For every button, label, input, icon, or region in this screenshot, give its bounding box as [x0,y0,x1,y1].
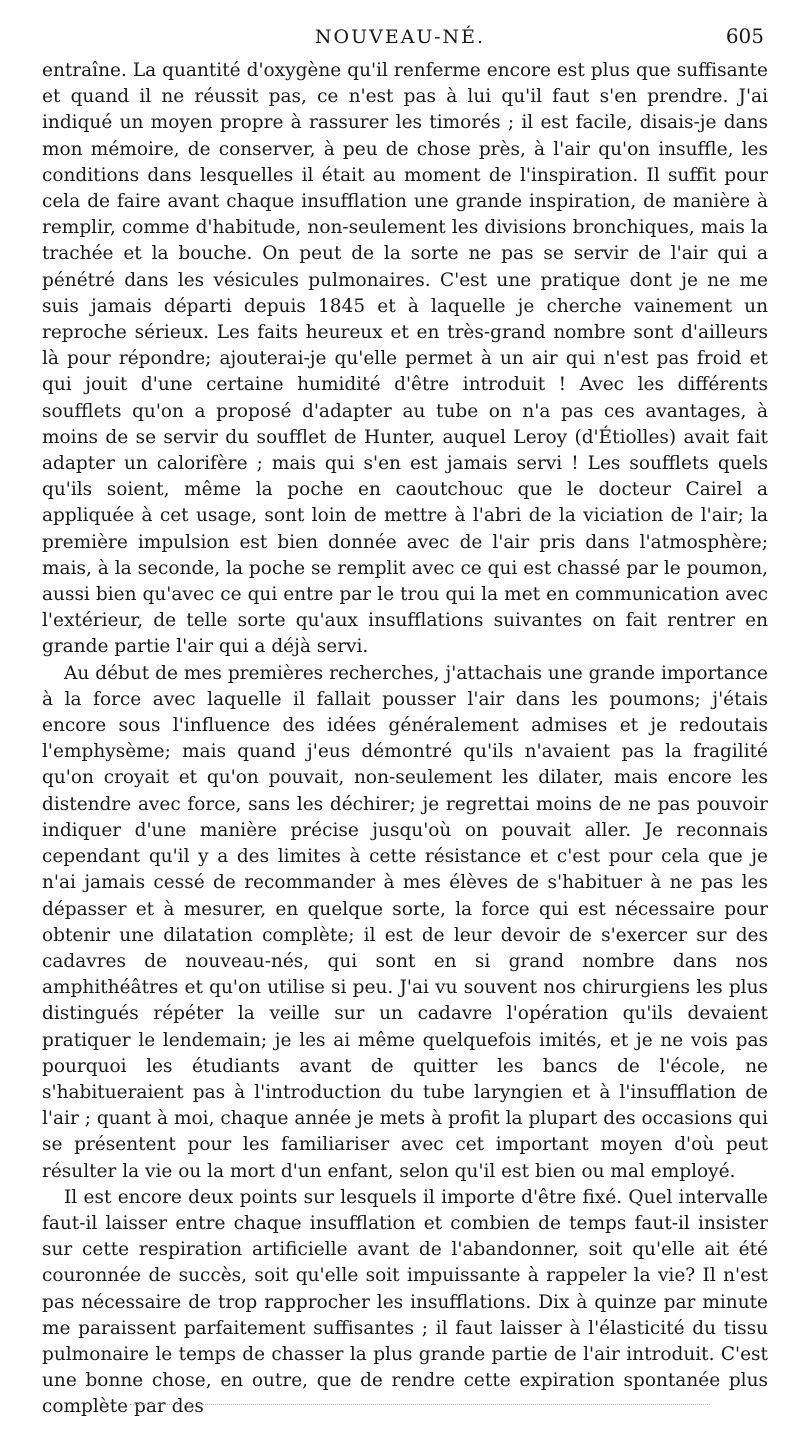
paragraph-3: Il est encore deux points sur lesquels il importe d'être fixé. Quel intervalle faut-il laisser entre chaque insufflation et combien de temps faut-il insister sur cette respiration artificielle avant de l'abandonner, soit qu'elle ait été couronnée de succès, soit qu'elle soit impuissante à rappeler la vie? Il n'est pas nécessaire de trop rapprocher les insufflations. Dix à quinze par minute me paraissent parfaitement suffisantes ; il faut laisser à l'élasticité du tissu pulmonaire le temps de chasser la plus grande partie de l'air introduit. C'est une bonne chose, en outre, que de rendre cette expiration spontanée plus complète par des [42,1186,768,1418]
body-text [42,58,768,1421]
page-number: 605 [725,24,764,48]
running-title: NOUVEAU-NÉ. [314,26,486,48]
paragraph-1: entraîne. La quantité d'oxygène qu'il renferme encore est plus que suffisante et quand il ne réussit pas, ce n'est pas à lui qu'il faut s'en prendre. J'ai indiqué un moyen propre à rassurer les timorés ; il est facile, disais-je dans mon mémoire, de conserver, à peu de chose près, à l'air qu'on insuffle, les conditions dans lesquelles il était au moment de l'inspiration. Il suffit pour cela de faire avant chaque insufflation une grande inspiration, de manière à remplir, comme d'habitude, non-seulement les divisions bronchiques, mais la trachée et la bouche. On peut de la sorte ne pas se servir de l'air qui a pénétré dans les vésicules pulmonaires. C'est une pratique dont je ne me suis jamais départi depuis 1845 et à laquelle je cherche vainement un reproche sérieux. Les faits heureux et en très-grand nombre sont d'ailleurs là pour répondre; ajouterai-je qu'elle permet à un air qui n'est pas froid et qui jouit d'une certaine humidité d'être introduit ! Avec les différents soufflets qu'on a proposé d'adapter au tube on n'a pas ces avantages, à moins de se servir du soufflet de Hunter, auquel Leroy (d'Étiolles) avait fait adapter un calorifère ; mais qui s'en est jamais servi ! Les soufflets quels qu'ils soient, même la poche en caoutchouc que le docteur Cairel a appliquée à cet usage, sont loin de mettre à l'abri de la viciation de l'air; la première impulsion est bien donnée avec de l'air pris dans l'atmosphère; mais, à la seconde, la poche se remplit avec ce qui est chassé par le poumon, aussi bien qu'avec ce qui entre par le trou qui la met en communication avec l'extérieur, de telle sorte qu'aux insufflations suivantes on fait rentrer en grande partie l'air qui a déjà servi. [42,60,768,658]
bottom-rule [130,1404,710,1405]
running-head [0,24,800,54]
paragraph-2: Au début de mes premières recherches, j'attachais une grande importance à la force avec laquelle il fallait pousser l'air dans les poumons; j'étais encore sous l'influence des idées généralement admises et je redoutais l'emphysème; mais quand j'eus démontré qu'ils n'avaient pas la fragilité qu'on croyait et qu'on pouvait, non-seulement les dilater, mais encore les distendre avec force, sans les déchirer; je regrettai moins de ne pas pouvoir indiquer d'une manière précise jusqu'où on pouvait aller. Je reconnais cependant qu'il y a des limites à cette résistance et c'est pour cela que je n'ai jamais cessé de recommander à mes élèves de s'habituer à ne pas les dépasser et à mesurer, en quelque sorte, la force qui est nécessaire pour obtenir une dilatation complète; il est de leur devoir de s'exercer sur des cadavres de nouveau-nés, qui sont en si grand nombre dans nos amphithéâtres et qu'on utilise si peu. J'ai vu souvent nos chirurgiens les plus distingués répéter la veille sur un cadavre l'opération qu'ils devaient pratiquer le lendemain; je les ai même quelquefois imités, et je ne vois pas pourquoi les étudiants avant de quitter les bancs de l'école, ne s'habitueraient pas à l'introduction du tube laryngien et à l'insufflation de l'air ; quant à moi, chaque année je mets à profit la plupart des occasions qui se présentent pour les familiariser avec cet important moyen d'où peut résulter la vie ou la mort d'un enfant, selon qu'il est bien ou mal employé. [42,662,768,1182]
